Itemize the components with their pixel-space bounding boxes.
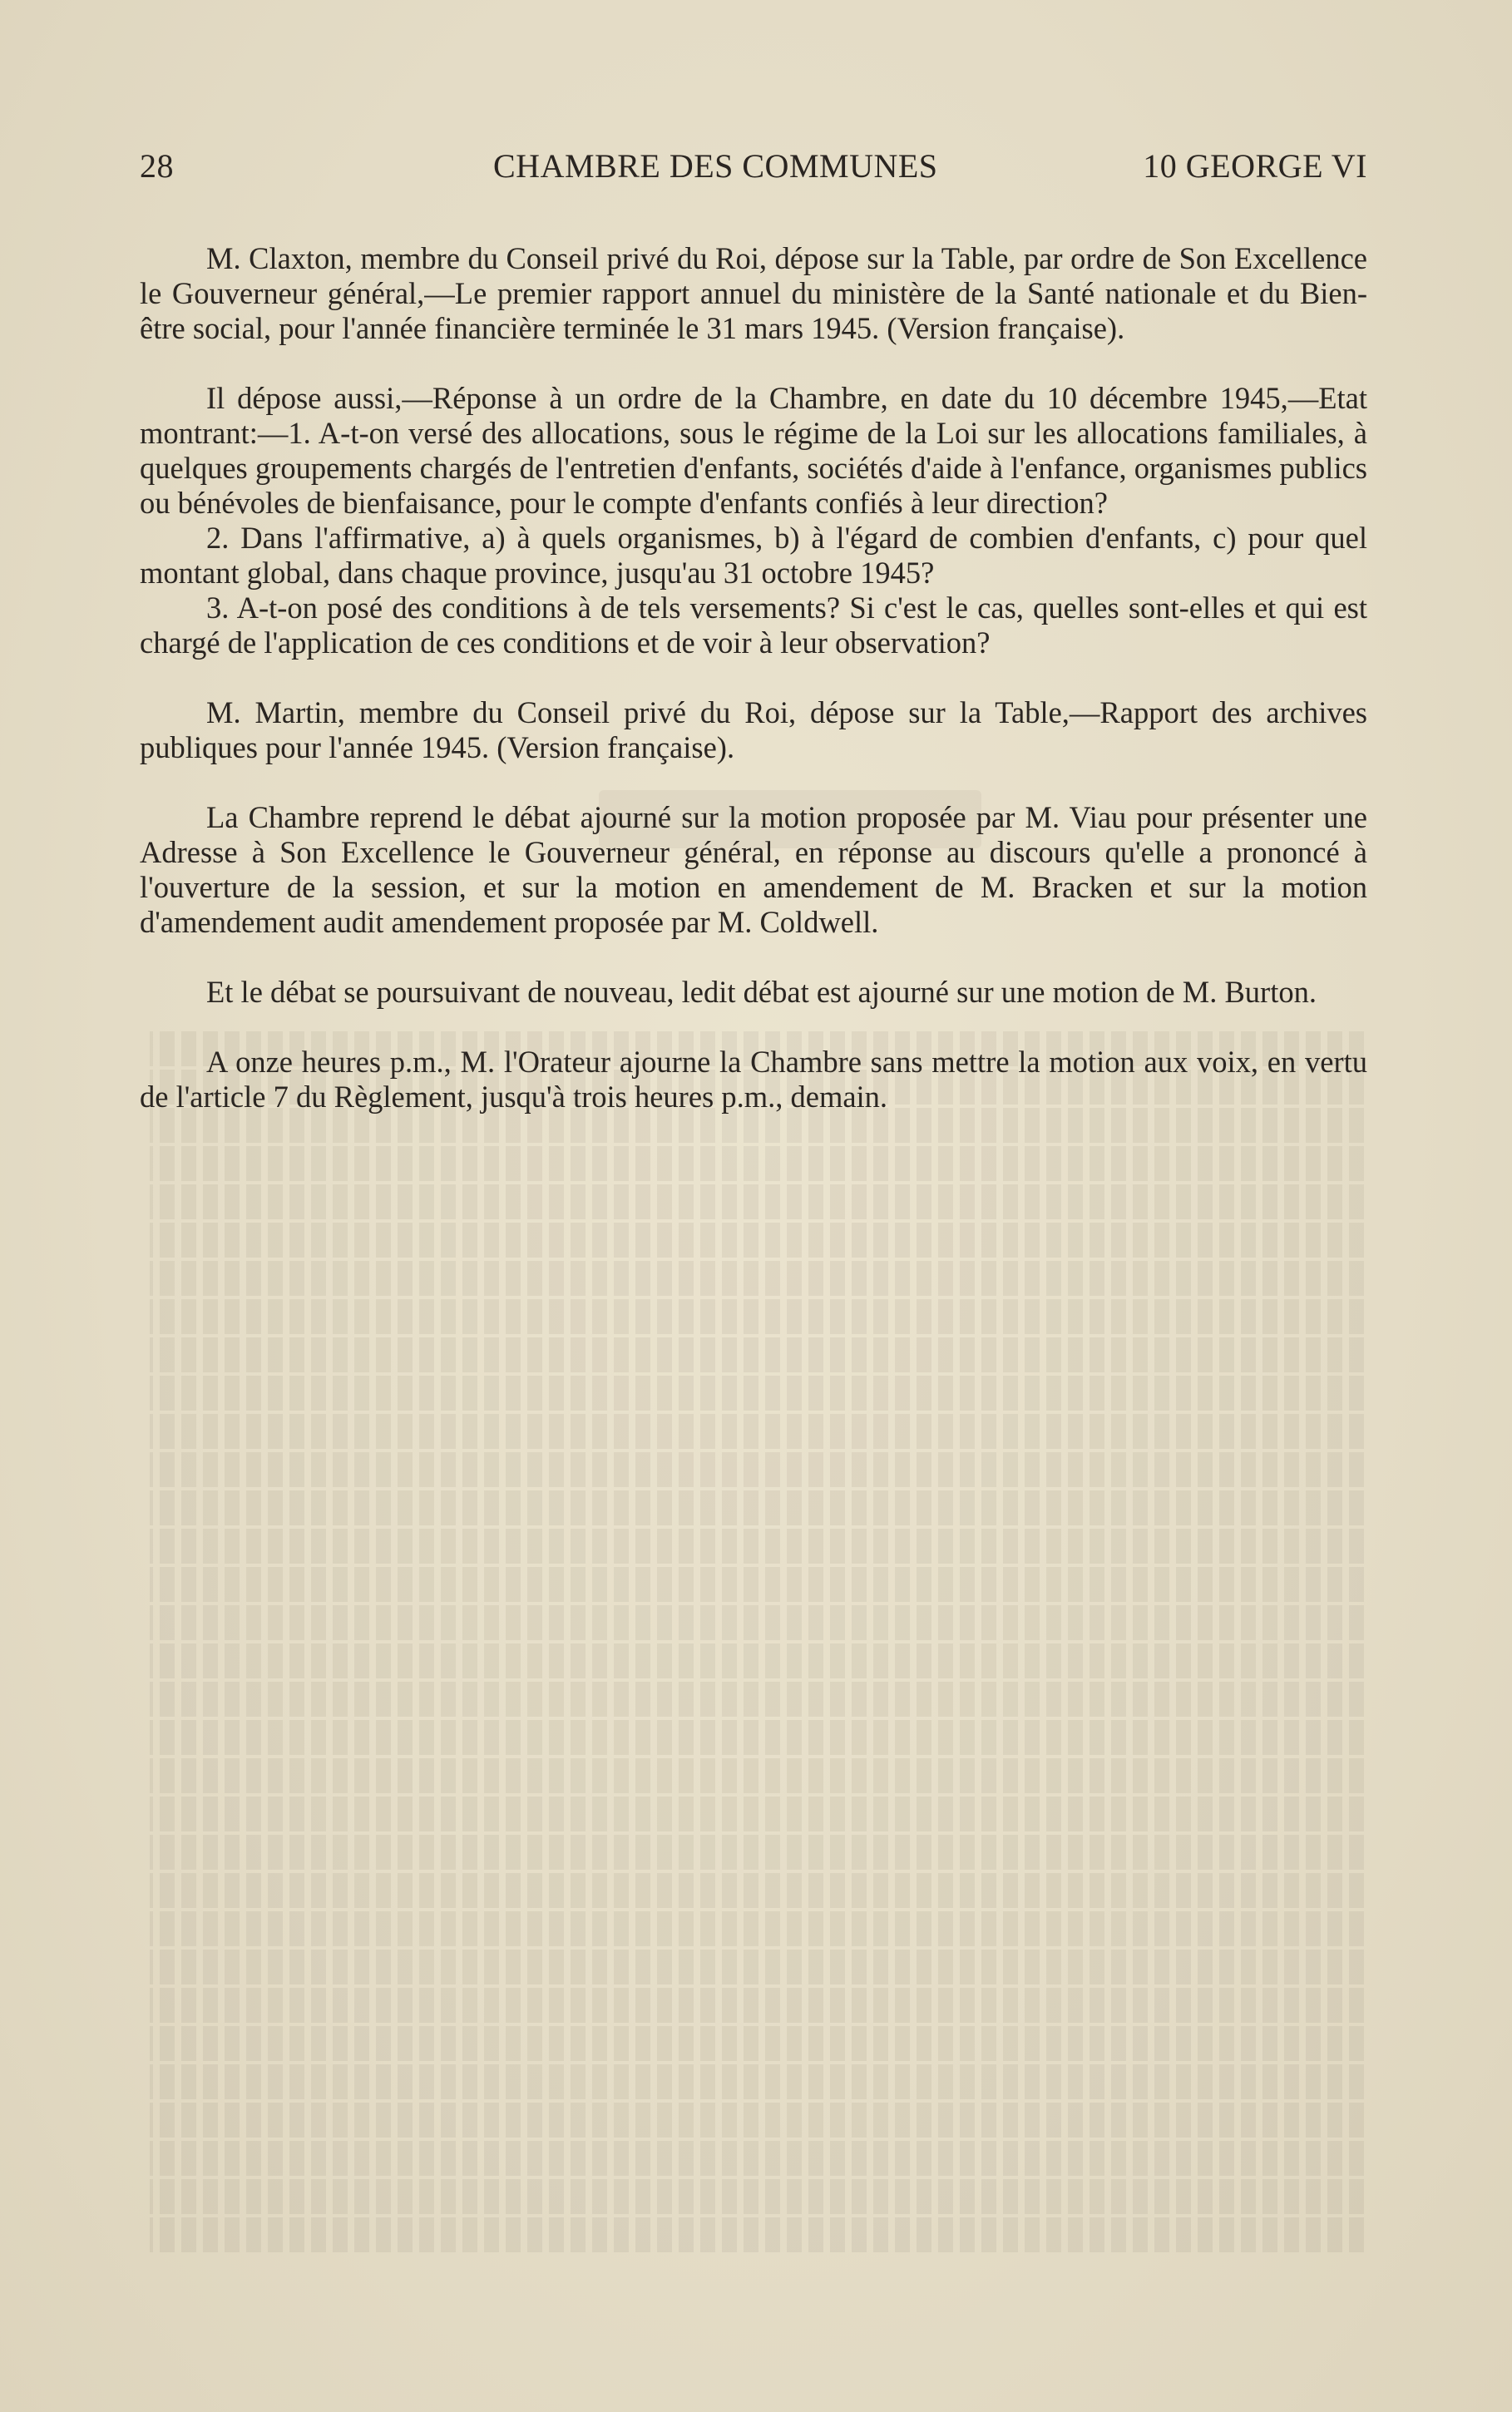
paragraph-return-order: Il dépose aussi,—Réponse à un ordre de la Chambre, en date du 10 décembre 1945,—Etat montrant:—1. A-t-on versé des allocations, sous le régime de la Loi sur les allocations familiales, à quelques groupements chargés de l'entretien d'enfants, sociétés d'aide à l'enfance, organismes publics ou bénévoles de bienfaisance, pour le compte d'enfants confiés à leur direction? (140, 381, 1367, 520)
body-text (140, 241, 1367, 1149)
paragraph-debate-adjourned: Et le débat se poursuivant de nouveau, ledit débat est ajourné sur une motion de M. Burton. (206, 975, 1317, 1009)
header-reign: 10 GEORGE VI (1143, 147, 1367, 185)
paragraph-house-adjourned: A onze heures p.m., M. l'Orateur ajourne la Chambre sans mettre la motion aux voix, en vertu de l'article 7 du Règlement, jusqu'à trois heures p.m., demain. (140, 1045, 1367, 1114)
paragraph-debate-resumed: La Chambre reprend le débat ajourné sur la motion proposée par M. Viau pour présenter une Adresse à Son Excellence le Gouverneur général, en réponse au discours qu'elle a prononcé à l'ouverture de la session, et sur la motion en amendement de M. Bracken et sur la motion d'amendement audit amendement proposée par M. Coldwell. (140, 800, 1367, 939)
paragraph-claxton-report: M. Claxton, membre du Conseil privé du Roi, dépose sur la Table, par ordre de Son Excellence le Gouverneur général,—Le premier rapport annuel du ministère de la Santé nationale et du Bien-être social, pour l'année financière terminée le 31 mars 1945. (Version française). (140, 241, 1367, 345)
page-number: 28 (140, 147, 174, 185)
paragraph-question-3: 3. A-t-on posé des conditions à de tels versements? Si c'est le cas, quelles sont-elles et qui est chargé de l'application de ces conditions et de voir à leur observation? (140, 591, 1367, 660)
running-header (140, 146, 1367, 196)
header-title: CHAMBRE DES COMMUNES (493, 147, 938, 185)
paragraph-martin-report: M. Martin, membre du Conseil privé du Roi, dépose sur la Table,—Rapport des archives publiques pour l'année 1945. (Version française). (140, 695, 1367, 764)
paragraph-question-2: 2. Dans l'affirmative, a) à quels organismes, b) à l'égard de combien d'enfants, c) pour quel montant global, dans chaque province, jusqu'au 31 octobre 1945? (140, 521, 1367, 590)
show-through-text (150, 1031, 1364, 2279)
